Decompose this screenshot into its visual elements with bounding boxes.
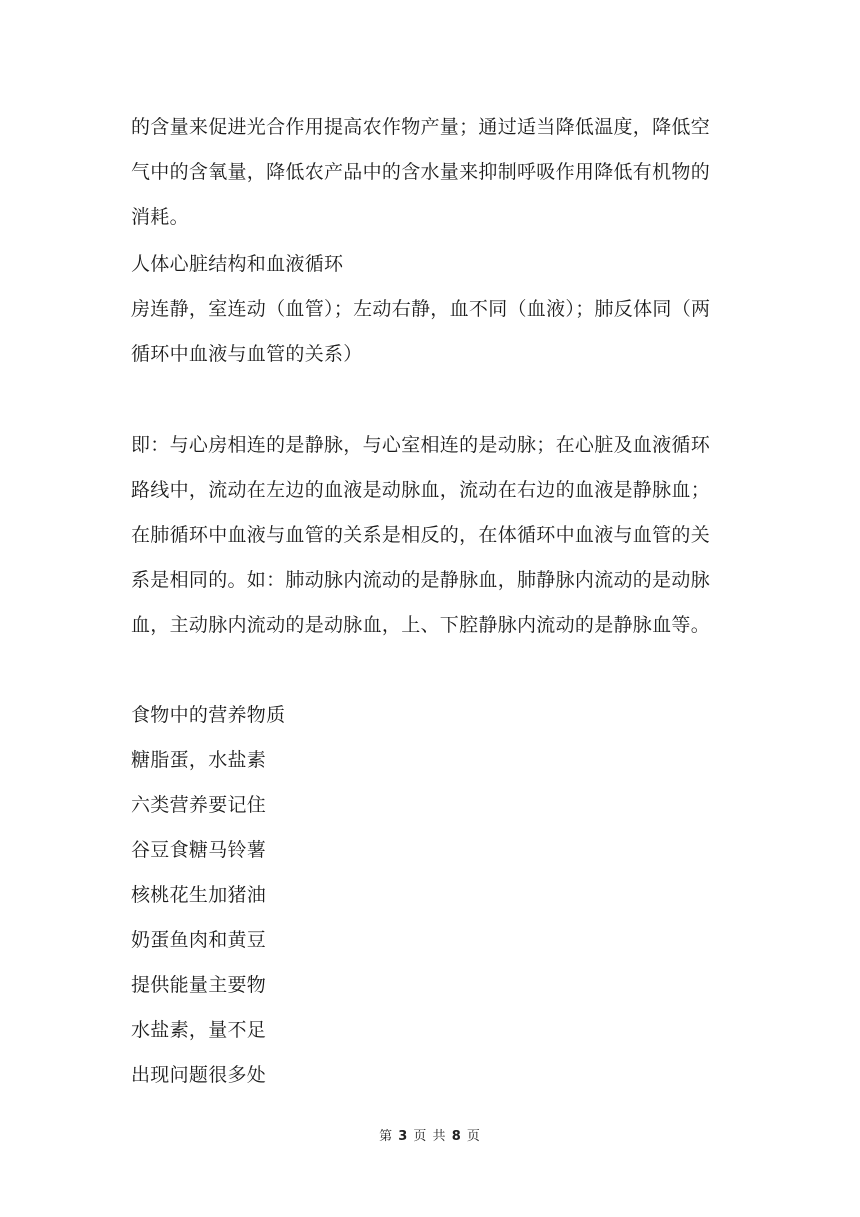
explanation-line: 即：与心房相连的是静脉，与心室相连的是动脉；在心脏及血液循环 [131, 434, 711, 456]
mnemonic-line: 房连静，室连动（血管）；左动右静，血不同（血液）；肺反体同（两 [131, 298, 711, 320]
mnemonic-line: 循环中血液与血管的关系） [131, 343, 363, 365]
poem-line: 水盐素，量不足 [131, 1019, 267, 1041]
paragraph-line: 气中的含氧量，降低农产品中的含水量来抑制呼吸作用降低有机物的 [131, 161, 711, 183]
total-page-number: 8 [451, 1129, 462, 1144]
footer-prefix: 第 [379, 1129, 394, 1144]
poem-line: 谷豆食糖马铃薯 [131, 839, 267, 861]
poem-line: 奶蛋鱼肉和黄豆 [131, 929, 267, 951]
explanation-line: 系是相同的。如：肺动脉内流动的是静脉血，肺静脉内流动的是动脉 [131, 569, 711, 591]
poem-line: 核桃花生加猪油 [131, 884, 267, 906]
explanation-line: 路线中，流动在左边的血液是动脉血，流动在右边的血液是静脉血； [131, 479, 711, 501]
explanation-line: 血，主动脉内流动的是动脉血，上、下腔静脉内流动的是静脉血等。 [131, 614, 711, 636]
poem-line: 糖脂蛋，水盐素 [131, 749, 267, 771]
paragraph-line: 的含量来促进光合作用提高农作物产量；通过适当降低温度，降低空 [131, 116, 711, 138]
poem-line: 出现问题很多处 [131, 1064, 267, 1086]
poem-line: 提供能量主要物 [131, 974, 267, 996]
explanation-line: 在肺循环中血液与血管的关系是相反的，在体循环中血液与血管的关 [131, 524, 711, 546]
footer-middle: 页 共 [413, 1129, 447, 1144]
poem-line: 六类营养要记住 [131, 794, 267, 816]
footer-suffix: 页 [466, 1129, 481, 1144]
section-heading-heart: 人体心脏结构和血液循环 [131, 253, 344, 275]
current-page-number: 3 [398, 1129, 409, 1144]
page-number-footer [0, 1128, 860, 1146]
section-heading-nutrition: 食物中的营养物质 [131, 704, 286, 726]
paragraph-line: 消耗。 [131, 206, 189, 228]
